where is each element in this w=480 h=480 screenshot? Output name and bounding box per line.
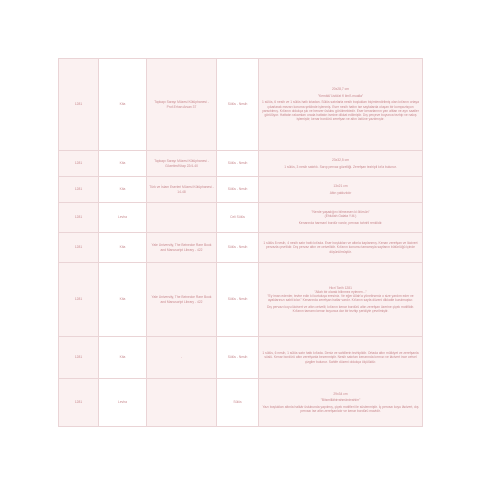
script-cell: Sülüs - Nesih <box>217 263 259 337</box>
note-line: "Nerde yaşadığını bilmezsen ki ölürsün" <box>311 209 370 214</box>
note-line: 1 sülüs, 6 nesih ve 1 sülüs hatlı kıtadan. Sülüs satırlarla nesih boşlukları biçimlendirilmiş olan kıt'anın ortaya çıkarlarak mezarı koruma şeklinde işlenmiş. Eser nesih hattın ise sayfalarda oluşan bir kompozisyon yansıtılmış. Kıt'anın oldukça şık ve benzer üslubu görülmektedir. Eser kenarlarının yarı alttan ve ayrı saatler görülüyor. Hattatın rakamları orada hattatın ismine dikkat edilmiştir. Dış çerçeve boyunca tezhip ve nakış işlemiştir; kenar bordürü zerefşan ve altın üstüne yazılmıştır. <box>262 100 419 122</box>
library-cell <box>147 203 217 233</box>
note-cell <box>259 263 423 337</box>
year-cell: 1281 <box>59 263 99 337</box>
catalog-table <box>58 58 423 427</box>
script-cell: Sülüs - Nesih <box>217 59 259 151</box>
type-cell: Kita <box>99 59 147 151</box>
note-cell <box>259 203 423 233</box>
type-cell: Kita <box>99 177 147 203</box>
note-line: (Ehlullah Galata Y.M.) <box>324 214 357 219</box>
library-cell: Yale University, The Beinecke Rare Book and Manuscript Library - 422 <box>147 233 217 263</box>
type-cell: Kita <box>99 151 147 177</box>
year-cell: 1281 <box>59 151 99 177</box>
note-line: 1 sülüs, 3 nesih satırlık. Sarıp pervaz güzelliği. Zerefşan tezhipli kıt'a bulunur. <box>284 164 397 169</box>
year-cell: 1281 <box>59 59 99 151</box>
note-cell <box>259 151 423 177</box>
note-cell <box>259 177 423 203</box>
note-cell <box>259 379 423 427</box>
table-row <box>59 337 423 379</box>
table-row <box>59 203 423 233</box>
library-cell: Türk ve İslam Eserleri Müzesi Kütüphanesi - 14-48 <box>147 177 217 203</box>
note-cell <box>259 59 423 151</box>
note-line: 13x21 cm <box>333 184 348 189</box>
script-cell: Sülüs - Nesih <box>217 151 259 177</box>
note-line: Altın yaldızlıdır <box>329 190 352 195</box>
library-cell: Yale University, The Beinecke Rare Book and Manuscript Library - 422 <box>147 263 217 337</box>
note-cell <box>259 233 423 263</box>
table-row <box>59 379 423 427</box>
note-line: 20x28,7 cm <box>331 87 350 92</box>
type-cell: Kita <box>99 337 147 379</box>
type-cell: Kita <box>99 233 147 263</box>
catalog-table-container <box>58 58 422 427</box>
note-line: Yazı boşlukları altınla halkâr üslubunda yapılmış, çiçek motifleri ile süslenmiştir. İç pervazı koyu lâcivert, dış pervazı ise altın zerefşanlıdır ve kenar bordürü mavidir. <box>262 404 419 413</box>
year-cell: 1281 <box>59 177 99 203</box>
year-cell: 1281 <box>59 203 99 233</box>
note-line: "Ey iman edenler, tevbe edin ki kurtuluşa eresiniz. Ve eğer Allah'a yönelirseniz o size yardım eder ve ayaklarınızı sabit kılar." Kenarında zerefşan hatlar vardır. Kıt'anın sayfa düzeni dikkatle kurulmuştur. <box>267 294 414 303</box>
library-cell: Topkapı Sarayı Müzesi Kütüphanesi - Gözetim/Kitap 22/4-40 <box>147 151 217 177</box>
script-cell: Sülüs <box>217 379 259 427</box>
note-line: 29x34 cm <box>333 391 348 396</box>
library-cell <box>147 379 217 427</box>
library-cell: Topkapı Sarayı Müzesi Kütüphanesi - Prof.Erhan Arsan 37 <box>147 59 217 151</box>
table-row <box>59 59 423 151</box>
script-cell: Celi Sülüs <box>217 203 259 233</box>
year-cell: 1281 <box>59 337 99 379</box>
year-cell: 1281 <box>59 233 99 263</box>
type-cell: Levha <box>99 379 147 427</box>
table-row <box>59 263 423 337</box>
type-cell: Levha <box>99 203 147 233</box>
note-line: 1 sülüs, 6 nesih, 1 sülüs satır hattı kıt'ada. Deniz ve sahillerin tezhiplidir. Ortada altın mülkiyet ve zerefşanla süslü. Kenar bordürü altın zerefşanla bezenmiştir. Nesih satırları kenarında kırmızı ve lâcivert ince cetvel çizgiler bulunur. Sahife düzeni oldukça ölçülüdür. <box>262 351 419 364</box>
note-cell <box>259 337 423 379</box>
library-cell: - <box>147 337 217 379</box>
note-line: 23x32,5 cm <box>331 158 350 163</box>
table-row <box>59 233 423 263</box>
note-line: Hicri Tarih 1281 <box>329 285 352 290</box>
script-cell: Sülüs - Nesih <box>217 177 259 203</box>
note-line: Kenarında harmanî bordür vardır, pervazı tahrirli renklidir. <box>298 220 383 225</box>
script-cell: Sülüs - Nesih <box>217 233 259 263</box>
type-cell: Kita <box>99 263 147 337</box>
note-line: "Biismillâhirrahmânirrahîm" <box>320 398 361 403</box>
note-line: 1 sülüs 8 nesih, 4 nesih satır hattı kıt'ada. Eser boşlukları ve altınla kaplanmış. Kenarı zerefşan ve lâcivert pervazla çevrilidir. Dış pervaz altın ve cetvellidir. Kıt'anın konumu tamamıyla sayfanın bütünlüğü içinde düşünülmüştür. <box>263 241 418 254</box>
note-line: "Kemâlü'l-istâ'at fî ilmi'l-mualla" <box>317 93 364 98</box>
year-cell: 1281 <box>59 379 99 427</box>
script-cell: Sülüs - Nesih <box>217 337 259 379</box>
table-row <box>59 151 423 177</box>
table-row <box>59 177 423 203</box>
note-line: "Allah bir olarak bilinmez eylenen..." <box>314 289 367 294</box>
note-line: Dış pervazı koyu lâcivert ve altın cetvelli; kıt'anın kenar bordürü altın zerefşan üzerine çiçek motiflidir. Kıt'anın tamamı kenar boyunca dar bir tezhip şeridiyle çevrilmiştir. <box>266 304 415 314</box>
